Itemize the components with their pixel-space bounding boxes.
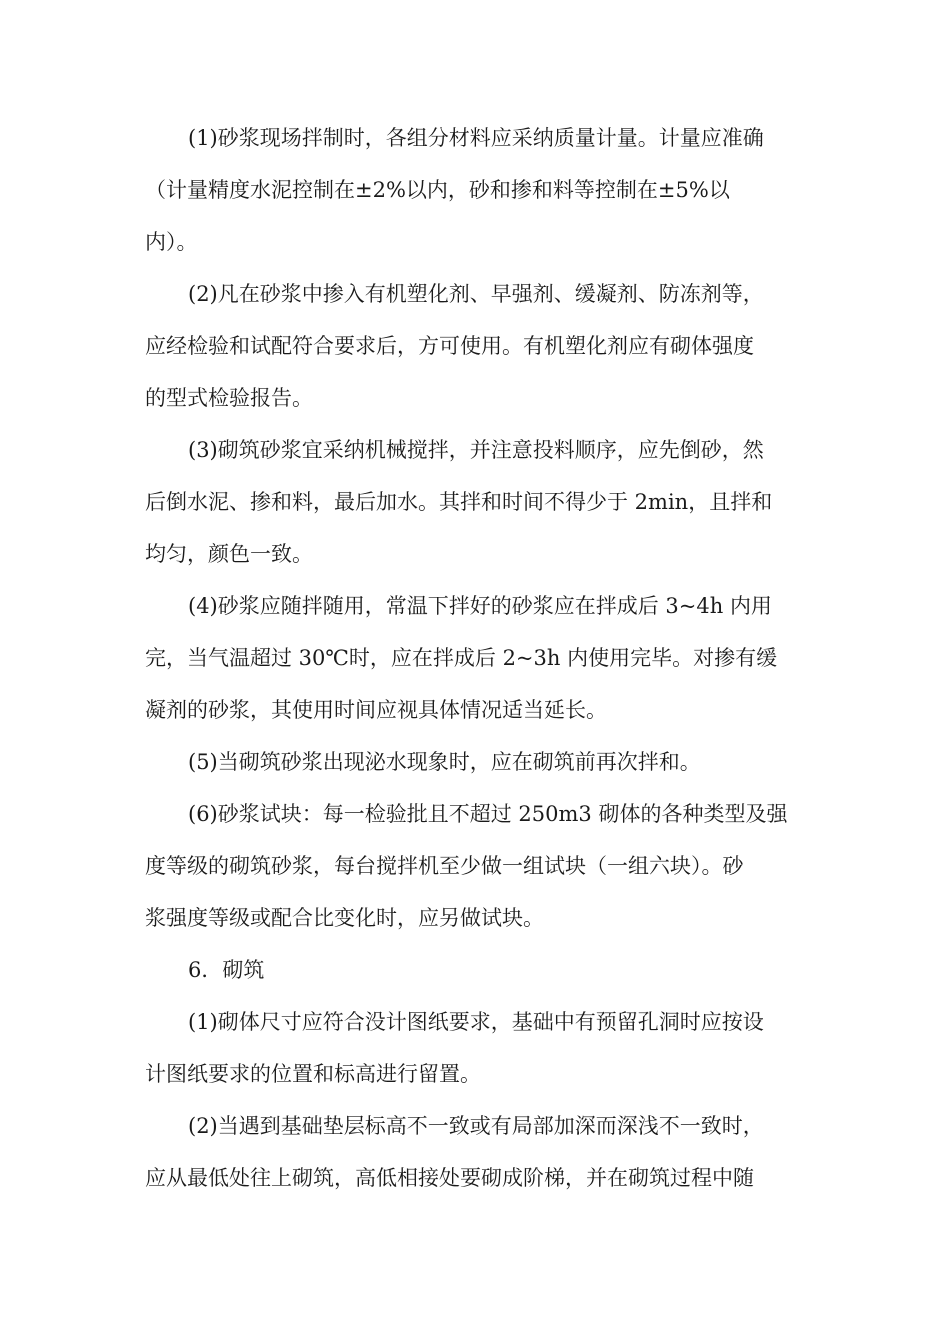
text-line: (6)砂浆试块：每一检验批且不超过 250m3 砌体的各种类型及强: [188, 802, 788, 826]
text-line: (5)当砌筑砂浆出现泌水现象时，应在砌筑前再次拌和。: [188, 750, 701, 774]
text-line: 浆强度等级或配合比变化时，应另做试块。: [145, 906, 544, 930]
text-line: 应经检验和试配符合要求后，方可使用。有机塑化剂应有砌体强度: [145, 334, 754, 358]
text-line: 均匀，颜色一致。: [145, 542, 313, 566]
section-heading: 6．砌筑: [188, 958, 265, 982]
text-line: (4)砂浆应随拌随用，常温下拌好的砂浆应在拌成后 3~4h 内用: [188, 594, 772, 618]
text-line: (2)凡在砂浆中掺入有机塑化剂、早强剂、缓凝剂、防冻剂等，: [188, 282, 764, 306]
document-body: [145, 112, 805, 1204]
text-line: 凝剂的砂浆，其使用时间应视具体情况适当延长。: [145, 698, 607, 722]
text-line: 的型式检验报告。: [145, 386, 313, 410]
text-line: 内）。: [145, 230, 198, 254]
text-line: (2)当遇到基础垫层标高不一致或有局部加深而深浅不一致时，: [188, 1114, 764, 1138]
text-line: 应从最低处往上砌筑，高低相接处要砌成阶梯，并在砌筑过程中随: [145, 1166, 754, 1190]
text-line: (1)砌体尺寸应符合没计图纸要求，基础中有预留孔洞时应按设: [188, 1010, 764, 1034]
text-line: 后倒水泥、掺和料，最后加水。其拌和时间不得少于 2min，且拌和: [145, 490, 773, 514]
text-line: 完，当气温超过 30℃时，应在拌成后 2~3h 内使用完毕。对掺有缓: [145, 646, 778, 670]
text-line: 计图纸要求的位置和标高进行留置。: [145, 1062, 481, 1086]
text-line: （计量精度水泥控制在±2%以内，砂和掺和料等控制在±5%以: [145, 178, 730, 202]
text-line: (3)砌筑砂浆宜采纳机械搅拌，并注意投料顺序，应先倒砂，然: [188, 438, 764, 462]
text-line: (1)砂浆现场拌制时，各组分材料应采纳质量计量。计量应准确: [188, 126, 764, 150]
text-line: 度等级的砌筑砂浆，每台搅拌机至少做一组试块（一组六块）。砂: [145, 854, 744, 878]
